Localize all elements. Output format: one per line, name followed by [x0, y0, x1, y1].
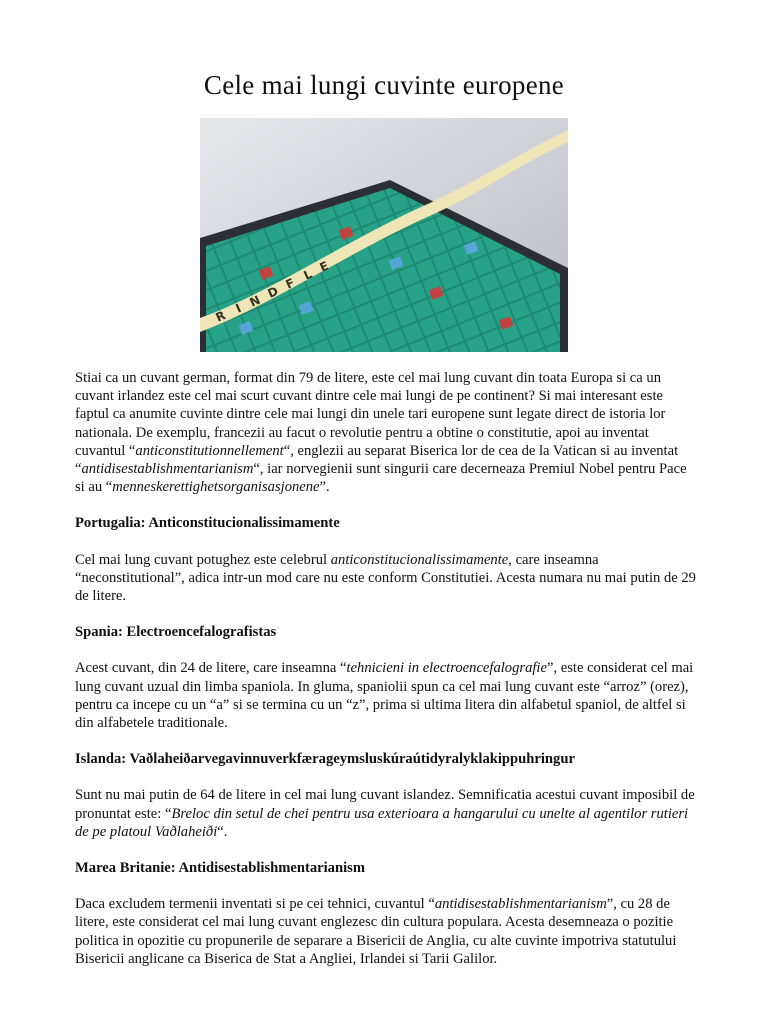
spain-meaning: tehnicieni in electroencefalografie	[346, 660, 547, 677]
svg-text:I: I	[233, 301, 244, 316]
svg-text:E: E	[317, 258, 331, 275]
intro-text-4: ”.	[319, 479, 330, 496]
intro-paragraph	[75, 369, 697, 496]
intro-word-french: anticonstitutionnellement	[135, 442, 284, 459]
svg-text:N: N	[247, 292, 263, 310]
portugal-heading: Portugalia: Anticonstitucionalissimamente	[75, 515, 340, 532]
iceland-text-1: Sunt nu mai putin de 64 de litere in cel mai lung cuvant islandez. Semnificatia acestui cuvant imposibil de pronuntat este: “	[75, 787, 695, 822]
portugal-text-1: Cel mai lung cuvant potughez este celebrul	[75, 551, 331, 568]
iceland-paragraph	[75, 786, 697, 841]
uk-word: antidisestablishmentarianism	[434, 896, 607, 913]
intro-text-1: Stiai ca un cuvant german, format din 79 de litere, este cel mai lung cuvant din toata Europa si ca un cuvant irlandez este cel mai scurt cuvant dintre cele mai lungi de pe continent? Si mai interesant este faptul ca anumite cuvinte dintre cele mai lungi din unele tari europene sunt legate direct de istoria lor nationala. De exemplu, francezii au facut o revolutie pentru a obtine o constitutie, apoi au inventat cuvantul “	[75, 370, 666, 459]
svg-text:D: D	[265, 283, 281, 301]
spain-paragraph	[75, 659, 697, 732]
scrabble-board-illustration	[200, 118, 568, 352]
portugal-word: anticonstitucionalissimamente	[330, 551, 509, 568]
intro-word-norwegian: menneskerettighetsorganisasjonene	[112, 479, 320, 496]
uk-paragraph	[75, 895, 697, 968]
portugal-paragraph	[75, 551, 697, 606]
page-title: Cele mai lungi cuvinte europene	[203, 70, 565, 100]
svg-text:F: F	[283, 275, 297, 292]
article-body	[75, 369, 697, 986]
iceland-heading: Islanda: Vaðlaheiðarvegavinnuverkfærageymsluskúraútidyralyklakippuhringur	[75, 751, 575, 768]
svg-text:L: L	[301, 266, 315, 283]
uk-heading: Marea Britanie: Antidisestablishmentarianism	[75, 860, 365, 877]
intro-text-2: “, englezii au separat Biserica lor de cea de la Vatican si au inventat “	[75, 442, 679, 478]
iceland-text-2: “.	[217, 823, 228, 840]
svg-text:R: R	[213, 308, 228, 325]
intro-word-english: antidisestablishmentarianism	[81, 461, 254, 478]
iceland-meaning: Breloc din setul de chei pentru usa exterioara a hangarului cu unelte al agentilor rutieri de pe platoul Vaðlaheiði	[75, 805, 689, 840]
spain-text-1: Acest cuvant, din 24 de litere, care inseamna “	[75, 660, 347, 677]
spain-heading: Spania: Electroencefalografistas	[75, 624, 277, 641]
spain-text-2: ”, este considerat cel mai lung cuvant uzual din limba spaniola. In gluma, spaniolii spun ca cel mai lung cuvant este “arroz” (orez), pentru ca incepe cu un “a” si se termina cu un “z”, prima si ultima litera din alfabetul spaniol, de altfel si din alfabetele traditionale.	[75, 660, 694, 732]
portugal-text-2: , care inseamna “neconstitutional”, adica intr-un mod care nu este conform Constitutiei. Acesta numara nu mai putin de 29 de litere.	[75, 551, 696, 605]
uk-text-1: Daca excludem termenii inventati si pe cei tehnici, cuvantul “	[75, 896, 435, 913]
intro-text-3: “, iar norvegienii sunt singurii care decerneaza Premiul Nobel pentru Pace si au “	[75, 461, 687, 496]
scrabble-photo	[200, 118, 568, 352]
uk-text-2: ”, cu 28 de litere, este considerat cel mai lung cuvant englezesc din cultura populara. Acesta desemneaza o pozitie politica in opozitie cu propunerile de separare a Bisericii de Anglia, cu alte cuvinte impotriva statutului Bisericii anglicane ca Biserica de Stat a Angliei, Irlandei si Tarii Galilor.	[75, 896, 677, 967]
